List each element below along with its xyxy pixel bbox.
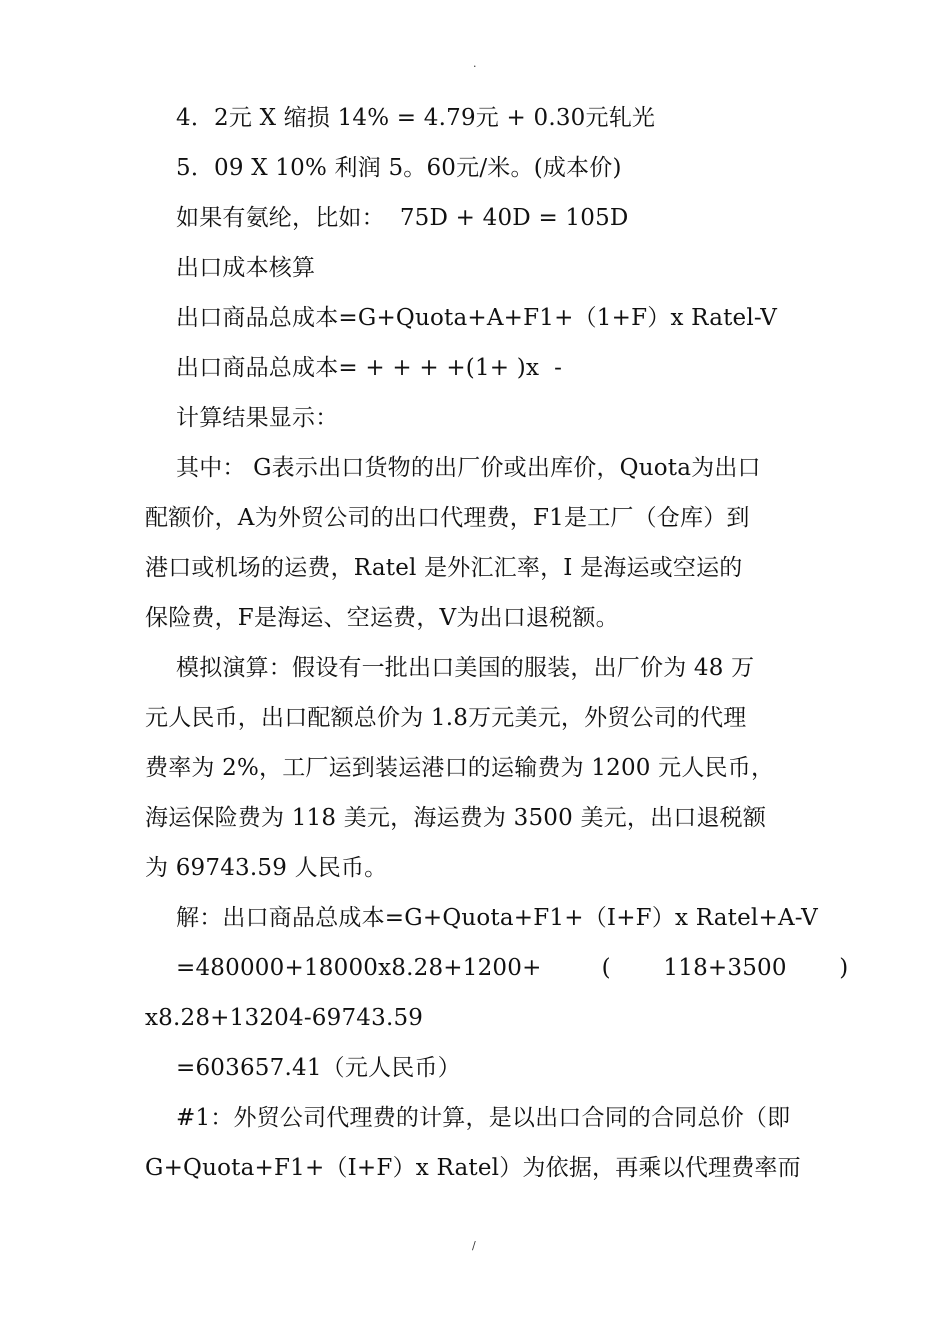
- formula-line: 出口商品总成本=G+Quota+A+F1+（1+F）x Ratel-V: [176, 305, 778, 331]
- paragraph-line: 保险费，F是海运、空运费，V为出口退税额。: [145, 605, 619, 631]
- paragraph-line: 元人民币，出口配额总价为 1.8万元美元，外贸公司的代理: [145, 705, 747, 731]
- footer-mark: /: [472, 1239, 476, 1252]
- paragraph-line: 模拟演算：假设有一批出口美国的服装，出厂价为 48 万: [176, 655, 755, 681]
- calculation-line: x8.28+13204-69743.59: [145, 1005, 424, 1031]
- text-line-1: 4．2元 X 缩损 14% = 4.79元 + 0.30元轧光: [176, 105, 656, 131]
- header-mark: .: [473, 57, 477, 70]
- solution-line: 解：出口商品总成本=G+Quota+F1+（I+F）x Ratel+A-V: [176, 905, 818, 931]
- note-line: #1：外贸公司代理费的计算，是以出口合同的合同总价（即: [176, 1105, 791, 1131]
- formula-blank-line: 出口商品总成本= + + + +(1+ )x -: [176, 355, 563, 381]
- paragraph-line: 为 69743.59 人民币。: [145, 855, 388, 881]
- text-line-3: 如果有氨纶，比如： 75D + 40D = 105D: [176, 205, 629, 231]
- calculation-line: =480000+18000x8.28+1200+ ( 118+3500 ): [176, 955, 849, 981]
- result-label: 计算结果显示：: [176, 405, 339, 431]
- paragraph-line: 海运保险费为 118 美元，海运费为 3500 美元，出口退税额: [145, 805, 767, 831]
- section-heading: 出口成本核算: [176, 255, 316, 281]
- note-line: G+Quota+F1+（I+F）x Ratel）为依据，再乘以代理费率而: [145, 1155, 801, 1181]
- paragraph-line: 港口或机场的运费，Ratel 是外汇汇率，I 是海运或空运的: [145, 555, 743, 581]
- text-line-2: 5．09 X 10% 利润 5。60元/米。(成本价): [176, 155, 622, 181]
- calculation-result: =603657.41（元人民币）: [176, 1055, 461, 1081]
- paragraph-line: 其中： G表示出口货物的出厂价或出库价，Quota为出口: [176, 455, 761, 481]
- paragraph-line: 费率为 2%，工厂运到装运港口的运输费为 1200 元人民币，: [145, 755, 775, 781]
- paragraph-line: 配额价，A为外贸公司的出口代理费，F1是工厂（仓库）到: [145, 505, 750, 531]
